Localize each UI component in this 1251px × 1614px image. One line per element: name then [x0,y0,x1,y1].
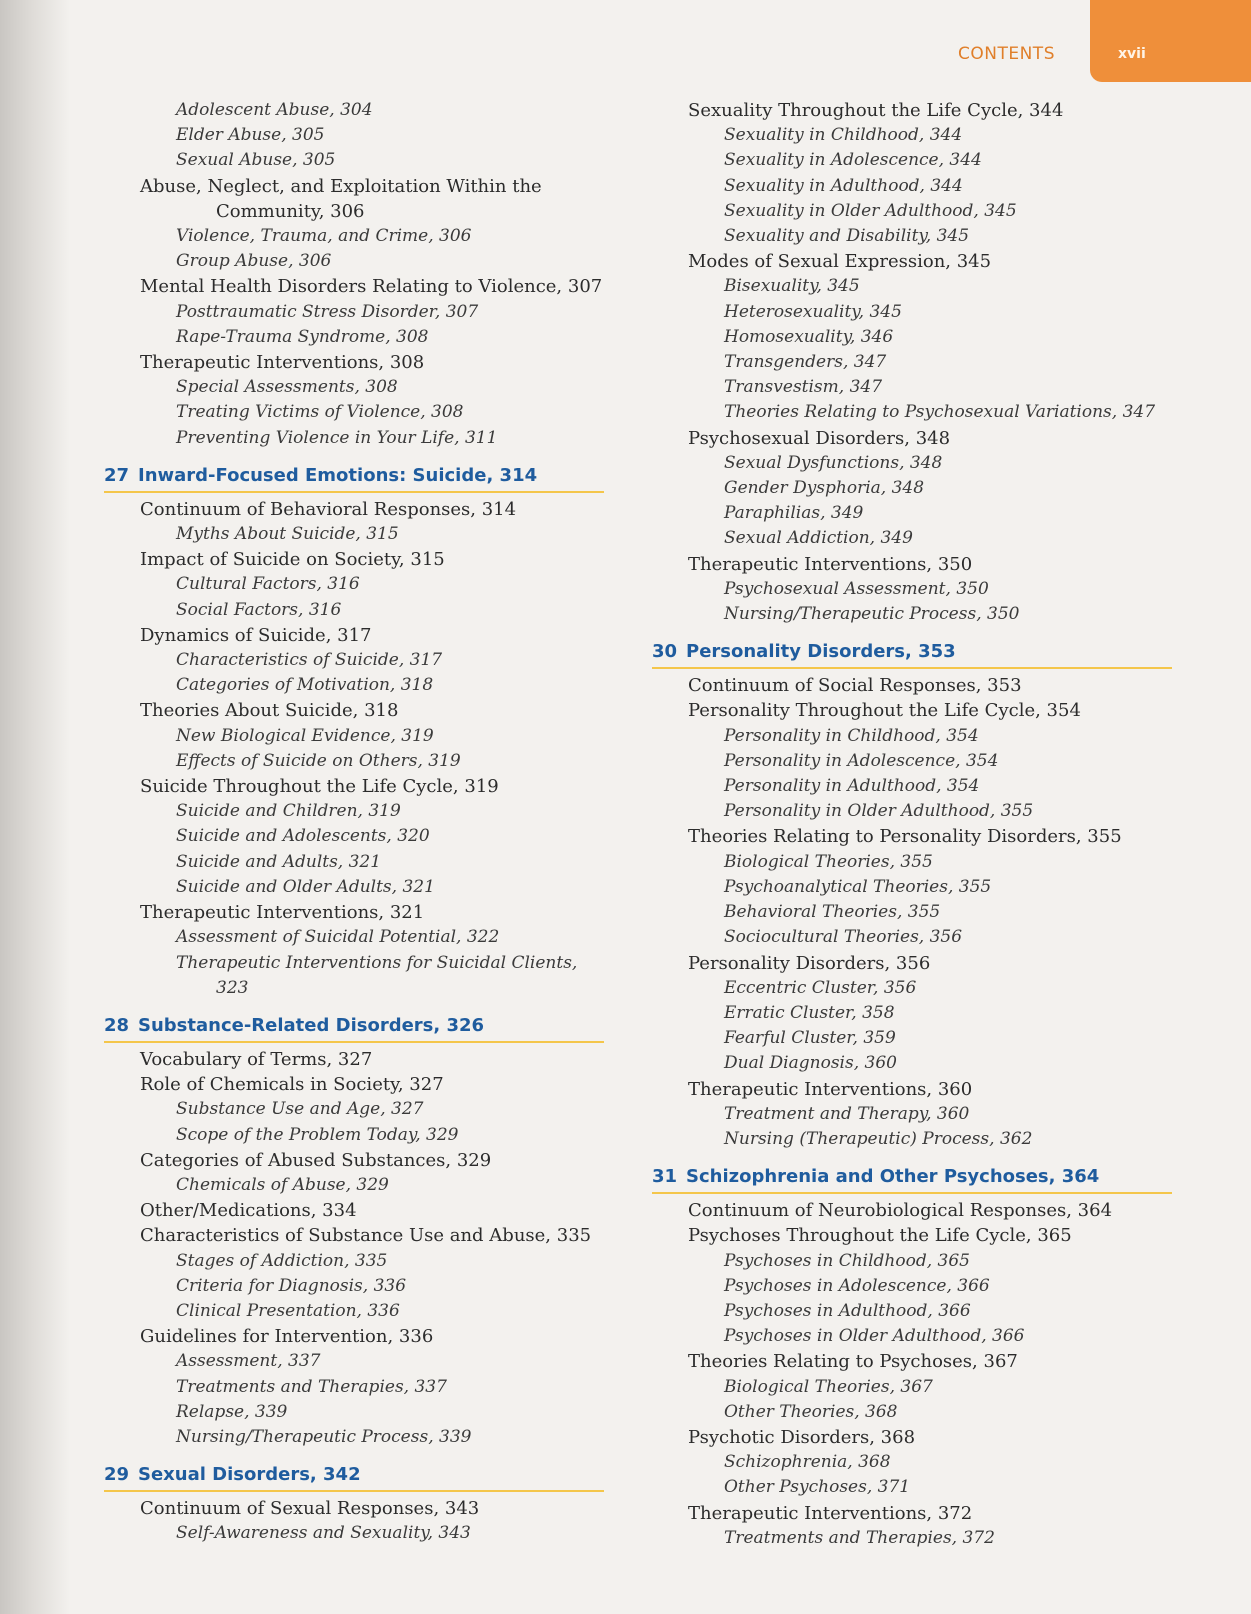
toc-subentry: Behavioral Theories, 355 [724,902,941,923]
chapter-heading [104,1013,604,1043]
toc-entry: Continuum of Neurobiological Responses, 364 [688,1200,1113,1222]
toc-subentry: Stages of Addiction, 335 [176,1250,388,1271]
toc-subentry: Categories of Motivation, 318 [176,675,434,696]
toc-subentry: Nursing/Therapeutic Process, 339 [176,1426,472,1447]
toc-subentry: Psychosexual Assessment, 350 [724,578,989,599]
toc-subentry: Sexuality in Older Adulthood, 345 [724,200,1017,221]
toc-subentry: Effects of Suicide on Others, 319 [176,750,461,771]
toc-subentry: Other Theories, 368 [724,1401,898,1422]
toc-entry: Personality Disorders, 356 [688,952,931,974]
toc-subentry: Other Psychoses, 371 [724,1477,911,1498]
chapter-heading [652,1164,1172,1194]
toc-subentry: New Biological Evidence, 319 [176,725,434,746]
toc-entry: Psychoses Throughout the Life Cycle, 365 [688,1225,1072,1247]
toc-entry: Dynamics of Suicide, 317 [140,624,372,646]
toc-subentry: Nursing/Therapeutic Process, 350 [724,604,1020,625]
toc-subentry: Nursing (Therapeutic) Process, 362 [724,1128,1033,1149]
toc-subentry: Eccentric Cluster, 356 [724,977,917,998]
chapter-number: 31 [652,1166,678,1188]
toc-subentry: Psychoses in Older Adulthood, 366 [724,1326,1025,1347]
toc-subentry: Fearful Cluster, 359 [724,1028,896,1049]
toc-subentry: Sexual Addiction, 349 [724,528,913,549]
toc-subentry: Heterosexuality, 345 [724,301,902,322]
toc-subentry: Sociocultural Theories, 356 [724,927,963,948]
toc-entry: Abuse, Neglect, and Exploitation Within the [140,175,542,197]
toc-subentry: Biological Theories, 355 [724,851,933,872]
toc-subentry: Violence, Trauma, and Crime, 306 [176,226,472,247]
toc-entry: Therapeutic Interventions, 372 [688,1502,973,1524]
toc-subentry: Sexual Dysfunctions, 348 [724,452,943,473]
toc-subentry: Rape-Trauma Syndrome, 308 [176,326,429,347]
toc-entry: Community, 306 [216,200,365,222]
chapter-title: Substance-Related Disorders, 326 [138,1014,485,1036]
toc-subentry: Special Assessments, 308 [176,377,398,398]
toc-entry: Impact of Suicide on Society, 315 [140,549,445,571]
toc-left-column [104,98,604,1547]
toc-subentry: Assessment, 337 [176,1351,321,1372]
toc-subentry: Suicide and Adults, 321 [176,851,382,872]
toc-subentry: Treating Victims of Violence, 308 [176,402,464,423]
chapter-title: Sexual Disorders, 342 [138,1464,361,1486]
toc-subentry: Dual Diagnosis, 360 [724,1053,897,1074]
toc-subentry: Assessment of Suicidal Potential, 322 [176,927,500,948]
toc-subentry: Group Abuse, 306 [176,251,332,272]
toc-entry: Therapeutic Interventions, 308 [140,352,425,374]
toc-entry: Modes of Sexual Expression, 345 [688,251,992,273]
toc-entry: Theories About Suicide, 318 [140,700,399,722]
toc-entry: Role of Chemicals in Society, 327 [140,1074,444,1096]
toc-entry: Therapeutic Interventions, 360 [688,1078,973,1100]
toc-subentry: Treatments and Therapies, 372 [724,1527,995,1548]
toc-entry: Guidelines for Intervention, 336 [140,1326,434,1348]
page-number-tab [1090,0,1251,82]
toc-subentry: Social Factors, 316 [176,599,342,620]
toc-subentry: Preventing Violence in Your Life, 311 [176,427,498,448]
toc-entry: Suicide Throughout the Life Cycle, 319 [140,776,499,798]
toc-entry: Psychosexual Disorders, 348 [688,427,951,449]
toc-subentry: Scope of the Problem Today, 329 [176,1124,459,1145]
toc-subentry: Myths About Suicide, 315 [176,524,399,545]
chapter-title: Personality Disorders, 353 [686,641,956,663]
toc-subentry: Bisexuality, 345 [724,276,860,297]
toc-entry: Characteristics of Substance Use and Abuse, 335 [140,1225,592,1247]
toc-subentry: Sexual Abuse, 305 [176,150,336,171]
toc-subentry: Suicide and Adolescents, 320 [176,826,430,847]
toc-entry: Therapeutic Interventions, 321 [140,902,425,924]
chapter-title: Schizophrenia and Other Psychoses, 364 [686,1166,1100,1188]
toc-subentry: Personality in Childhood, 354 [724,725,979,746]
toc-entry: Psychotic Disorders, 368 [688,1426,916,1448]
toc-subentry: Gender Dysphoria, 348 [724,478,925,499]
page-number: xvii [1118,46,1146,62]
toc-right-column [652,98,1172,1551]
toc-subentry: Psychoses in Childhood, 365 [724,1250,970,1271]
toc-subentry: Cultural Factors, 316 [176,574,360,595]
toc-subentry: Treatments and Therapies, 337 [176,1376,447,1397]
toc-entry: Continuum of Social Responses, 353 [688,675,1022,697]
chapter-heading [104,1462,604,1492]
toc-subentry: Personality in Older Adulthood, 355 [724,801,1034,822]
chapter-number: 28 [104,1014,130,1036]
toc-subentry: Personality in Adolescence, 354 [724,750,999,771]
toc-subentry: Adolescent Abuse, 304 [176,100,373,120]
toc-entry: Continuum of Behavioral Responses, 314 [140,498,517,520]
chapter-heading [652,639,1172,669]
toc-entry: Categories of Abused Substances, 329 [140,1149,492,1171]
toc-subentry: Psychoses in Adulthood, 366 [724,1300,971,1321]
toc-subentry: Transgenders, 347 [724,352,887,373]
toc-subentry: Psychoses in Adolescence, 366 [724,1275,990,1296]
toc-subentry: Chemicals of Abuse, 329 [176,1174,389,1195]
toc-subentry: Sexuality in Adolescence, 344 [724,150,982,171]
toc-subentry: Relapse, 339 [176,1401,288,1422]
toc-subentry: Substance Use and Age, 327 [176,1099,424,1120]
toc-subentry: Homosexuality, 346 [724,326,894,347]
toc-entry: Mental Health Disorders Relating to Violence, 307 [140,276,603,298]
toc-subentry: Sexuality in Adulthood, 344 [724,175,963,196]
toc-entry: Continuum of Sexual Responses, 343 [140,1498,480,1520]
toc-entry: Theories Relating to Psychoses, 367 [688,1351,1018,1373]
toc-subentry: Paraphilias, 349 [724,503,864,524]
toc-subentry: Criteria for Diagnosis, 336 [176,1275,407,1296]
toc-subentry: Sexuality and Disability, 345 [724,226,970,247]
chapter-number: 29 [104,1464,130,1486]
chapter-heading [104,463,604,493]
toc-subentry: Transvestism, 347 [724,377,883,398]
toc-subentry: Treatment and Therapy, 360 [724,1103,970,1124]
toc-subentry: Psychoanalytical Theories, 355 [724,876,992,897]
toc-subentry: Theories Relating to Psychosexual Variations, 347 [724,402,1156,423]
toc-subentry: Personality in Adulthood, 354 [724,776,980,797]
toc-subentry: Posttraumatic Stress Disorder, 307 [176,301,479,322]
toc-entry: Other/Medications, 334 [140,1200,357,1222]
toc-subentry: 323 [216,977,249,998]
toc-subentry: Suicide and Children, 319 [176,801,401,822]
toc-entry: Vocabulary of Terms, 327 [140,1048,373,1070]
book-gutter-shadow [0,0,70,1614]
toc-entry: Therapeutic Interventions, 350 [688,553,973,575]
toc-subentry: Elder Abuse, 305 [176,125,325,146]
chapter-title: Inward-Focused Emotions: Suicide, 314 [138,464,538,486]
toc-subentry: Characteristics of Suicide, 317 [176,650,443,671]
toc-subentry: Schizophrenia, 368 [724,1452,891,1473]
toc-subentry: Self-Awareness and Sexuality, 343 [176,1523,471,1544]
toc-subentry: Therapeutic Interventions for Suicidal Clients, [176,952,578,973]
toc-subentry: Sexuality in Childhood, 344 [724,125,963,146]
toc-subentry: Clinical Presentation, 336 [176,1300,400,1321]
toc-entry: Sexuality Throughout the Life Cycle, 344 [688,100,1064,121]
running-header: CONTENTS [958,44,1055,64]
chapter-number: 30 [652,641,678,663]
toc-entry: Personality Throughout the Life Cycle, 354 [688,700,1081,722]
toc-entry: Theories Relating to Personality Disorders, 355 [688,826,1122,848]
toc-subentry: Erratic Cluster, 358 [724,1002,895,1023]
chapter-number: 27 [104,464,130,486]
toc-subentry: Biological Theories, 367 [724,1376,933,1397]
toc-subentry: Suicide and Older Adults, 321 [176,876,435,897]
